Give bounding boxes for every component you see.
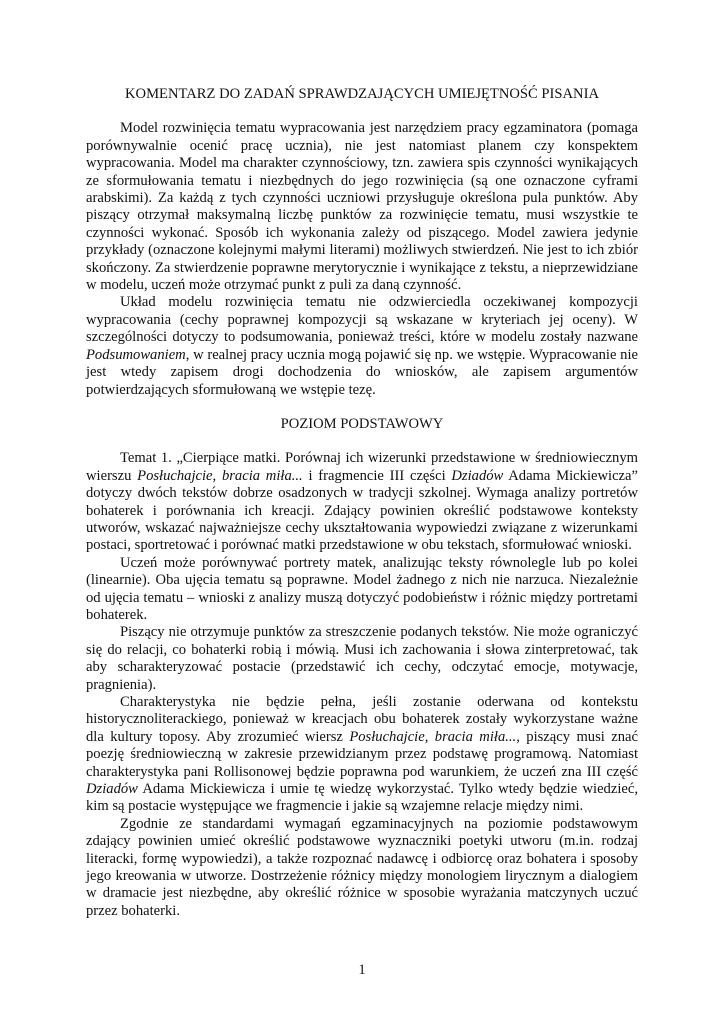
- work-title: Dziadów: [86, 781, 138, 798]
- text-run: Układ modelu rozwinięcia tematu nie odzwierciedla oczekiwanej kompozycji wypracowania (cechy poprawnej kompozycji są wskazane w kryteriach jej oceny). W szczególności dotyczy to podsumowania, ponieważ treści, które w modelu zostały nazwane: [86, 294, 638, 346]
- characterization-paragraph: [86, 694, 638, 816]
- work-title: Posłuchajcie, bracia miła...: [137, 467, 303, 484]
- topic-1-paragraph: [86, 450, 638, 554]
- composition-paragraph: [86, 294, 638, 398]
- text-run: Temat 1. „Cierpiące matki. Porównaj ich wizerunki przedstawione w średniowiecznym wierszu: [86, 450, 638, 484]
- section-title: POZIOM PODSTAWOWY: [280, 415, 444, 432]
- document-title: KOMENTARZ DO ZADAŃ SPRAWDZAJĄCYCH UMIEJĘTNOŚĆ PISANIA: [125, 86, 599, 102]
- text-run: , w realnej pracy ucznia mogą pojawić się np. we wstępie. Wypracowanie nie jest wtedy zapisem drogi dochodzenia do wniosków, ale zapisem argumentów potwierdzających sformułowaną we wstępie tezę.: [86, 346, 638, 398]
- text-run: , piszący musi znać poezję średniowieczną w zakresie przewidzianym przez podstawę programową. Natomiast charakterystyka pani Rollisonowej będzie poprawna pod warunkiem, że uczeń zna III część: [86, 728, 638, 780]
- work-title: Dziadów: [451, 467, 504, 484]
- summary-paragraph: Piszący nie otrzymuje punktów za streszczenie podanych tekstów. Nie może ograniczyć się do relacji, co bohaterki robią i mówią. Musi ich zachowania i słowa zinterpretować, tak aby scharakteryzować postacie (przedstawić ich cechy, odczytać emocje, motywacje, pragnienia).: [86, 624, 638, 693]
- text-run: Adama Mickiewicza” dotyczy dwóch tekstów dobrze osadzonych w tradycji szkolnej. Wymaga analizy portretów bohaterek i porównania ich kreacji. Zdający powinien określić podstawowe konteksty utworów, wskazać najważniejsze cechy ukształtowania wypowiedzi związane z wizerunkami postaci, sportretować i porównać matki przedstawione w obu tekstach, sformułować wnioski.: [86, 467, 638, 554]
- text-run: Adama Mickiewicza i umie tę wiedzę wykorzystać. Tylko wtedy będzie wiedzieć, kim są postacie występujące we fragmencie i jakie są wzajemne relacje między nimi.: [86, 781, 638, 815]
- page-number: 1: [358, 962, 366, 978]
- work-title: Posłuchajcie, bracia miła...: [349, 728, 517, 745]
- intro-paragraph: Model rozwinięcia tematu wypracowania jest narzędziem pracy egzaminatora (pomaga porównywalnie ocenić pracę ucznia), nie jest natomiast planem czy konspektem wypracowania. Model ma charakter czynnościowy, tzn. zawiera spis czynności wynikających ze sformułowania tematu i niezbędnych do jego rozwinięcia (są one oznaczone cyframi arabskimi). Za każdą z tych czynności uczniowi przysługuje określona pula punktów. Aby piszący otrzymał maksymalną liczbę punktów za rozwinięcie tematu, musi wszystkie te czynności wykonać. Sposób ich wykonania zależy od piszącego. Model zawiera jedynie przykłady (oznaczone kolejnymi małymi literami) możliwych stwierdzeń. Nie jest to ich zbiór skończony. Za stwierdzenie poprawne merytorycznie i wynikające z tekstu, a nieprzewidziane w modelu, uczeń może otrzymać punkt z puli za daną czynność.: [86, 120, 638, 294]
- standards-paragraph: Zgodnie ze standardami wymagań egzaminacyjnych na poziomie podstawowym zdający powinien umieć określić podstawowe wyznaczniki poetyki utworu (m.in. rodzaj literacki, formę wypowiedzi), a także rozpoznać nadawcę i odbiorcę oraz bohatera i sposoby jego kreowania w utworze. Dostrzeżenie różnicy między monologiem lirycznym a dialogiem w dramacie jest niezbędne, aby określić różnice w sposobie wyrażania matczynych uczuć przez bohaterki.: [86, 815, 638, 919]
- comparison-paragraph: Uczeń może porównywać portrety matek, analizując teksty równolegle lub po kolei (linearnie). Oba ujęcia tematu są poprawne. Model żadnego z nich nie narzuca. Niezależnie od ujęcia tematu – wnioski z analizy muszą dotyczyć podobieństw i różnic między portretami bohaterek.: [86, 554, 638, 623]
- italic-term: Podsumowaniem: [86, 346, 186, 363]
- text-run: i fragmencie III części: [302, 467, 452, 484]
- text-run: Charakterystyka nie będzie pełna, jeśli zostanie oderwana od kontekstu historycznoliterackiego, ponieważ w kreacjach obu bohaterek zostały wykorzystane ważne dla kultury toposy. Aby zrozumieć wiersz: [86, 694, 638, 745]
